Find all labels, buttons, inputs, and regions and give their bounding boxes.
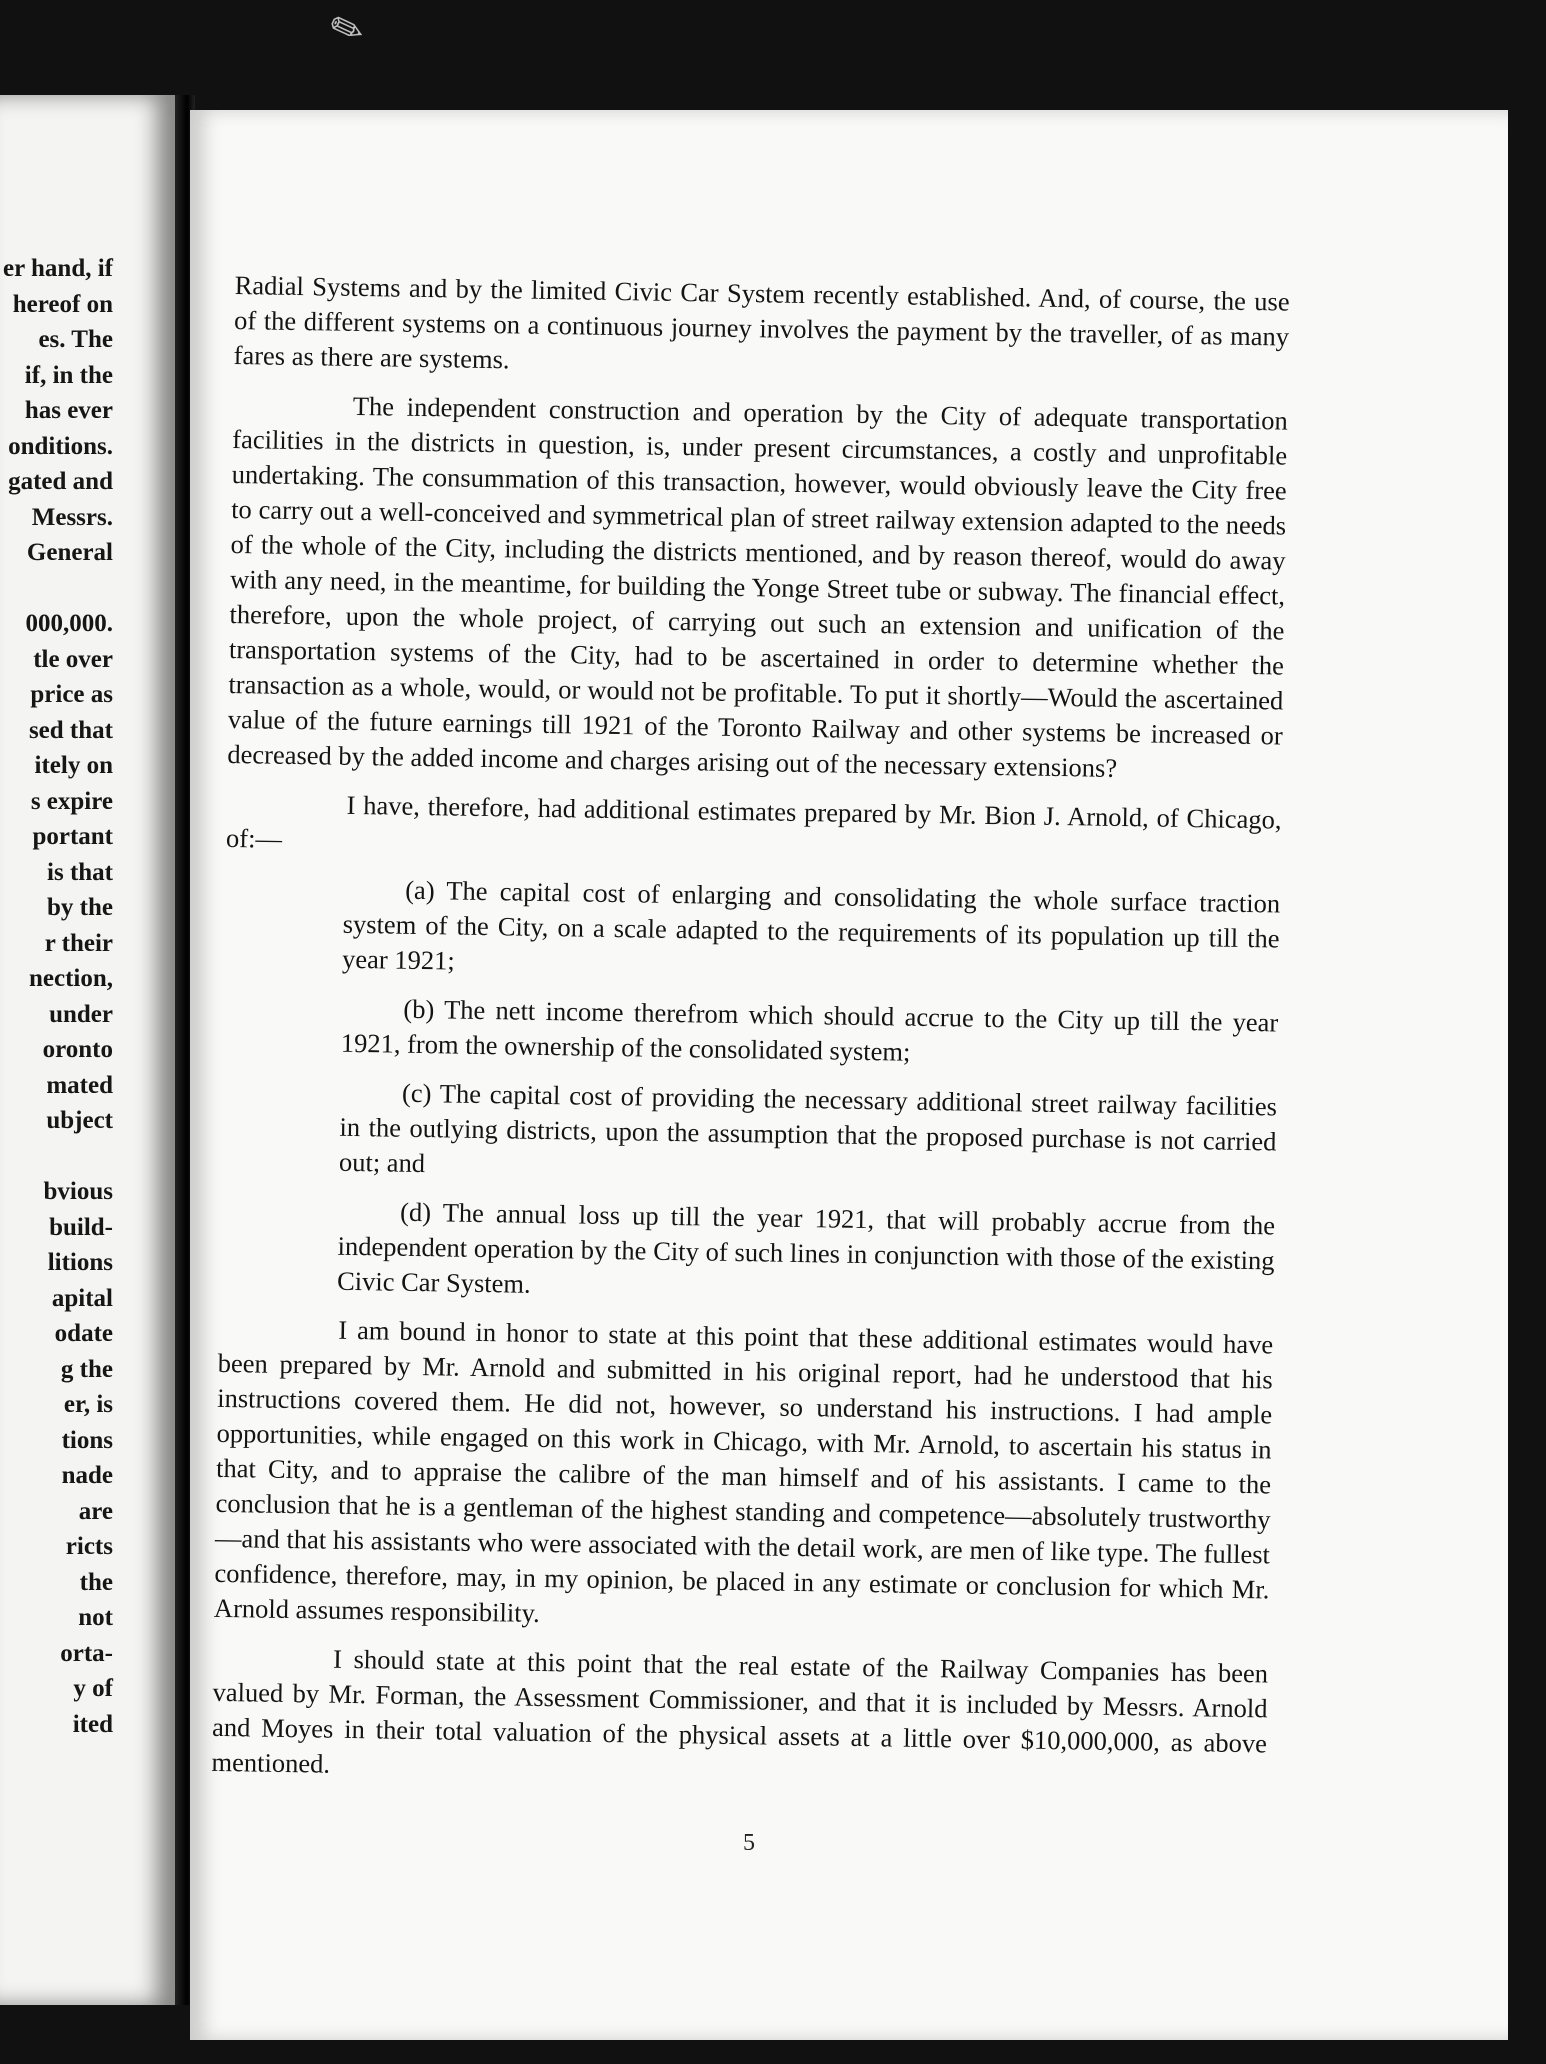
left-page-fragment: gated and: [8, 468, 113, 495]
left-page-fragment: portant: [32, 823, 113, 850]
paragraph-estimates-intro: I have, therefore, had additional estimates prepared by Mr. Bion J. Arnold, of Chicago, of:—: [225, 789, 1282, 854]
left-page-fragment: 000,000.: [25, 610, 113, 637]
left-page-fragment: odate: [54, 1320, 113, 1347]
left-page-fragment: ricts: [65, 1533, 113, 1560]
left-page-fragment: by the: [47, 894, 113, 921]
left-page-fragment: are: [78, 1497, 113, 1525]
left-page-fragment: under: [49, 1000, 113, 1028]
paragraph-honor: I am bound in honor to state at this point that these additional estimates would have been prepared by Mr. Arnold and submitted in his original report, had he understood that his instructions covered them. He did not, however, so understand his instructions. I had ample opportunities, while engaged on this work in Chicago, with Mr. Arnold, to ascertain his status in that City, and to appraise the calibre of the man himself and of his assistants. I came to the conclusion that he is a gentleman of the highest standing and competence—absolutely trustworthy—and that his assistants who were associated with the detail work, are men of like type. The fullest confidence, therefore, may, in my opinion, be placed in any estimate or conclusion for which Mr. Arnold assumes responsibility.: [213, 1314, 1274, 1628]
list-item-d: (d) The annual loss up till the year 1921, that will probably accrue from the independent operation by the City of such lines in conjunction with those of the existing Civic Car System.: [336, 1196, 1276, 1299]
left-page-fragment: g the: [60, 1355, 113, 1383]
left-page-fragment: orta-: [60, 1639, 113, 1667]
left-page-fragment: is that: [47, 858, 113, 886]
left-page-fragment: nection,: [28, 965, 113, 992]
list-item-b: (b) The nett income therefrom which should accrue to the City up till the year 1921, from the ownership of the consolidated system;: [340, 993, 1279, 1067]
left-page-fragment: sed that: [28, 716, 113, 744]
left-page-fragment: r their: [44, 929, 113, 957]
left-page-fragment: itely on: [34, 752, 113, 779]
left-page-fragment: mated: [46, 1071, 113, 1099]
paragraph-construction: The independent construction and operation by the City of adequate transportation facilities in the districts in question, is, under present circumstances, a costly and unprofitable undertaking. The consummation of this transaction, however, would obviously leave the City free to carry out a well-conceived and symmetrical plan of street railway extension adapted to the needs of the whole of the City, including the districts mentioned, and by reason thereof, would do away with any need, in the meantime, for building the Yonge Street tube or subway. The financial effect, therefore, upon the whole project, of carrying out such an extension and unification of the transportation systems of the City, had to be ascertained in order to determine whether the transaction as a whole, would, or would not be profitable. To put it shortly—Would the ascertained value of the future earnings till 1921 of the Toronto Railway and other systems be increased or decreased by the added income and charges arising out of the necessary extensions?: [227, 390, 1288, 783]
left-page-fragment: build-: [49, 1213, 113, 1241]
right-page: [190, 110, 1508, 2040]
left-page-fragment: es. The: [38, 326, 113, 353]
left-page-fragment: s expire: [30, 787, 113, 815]
left-page-fragment: hereof on: [12, 290, 113, 318]
left-page-fragment: y of: [73, 1675, 113, 1702]
list-item-a: (a) The capital cost of enlarging and consolidating the whole surface traction system of the City, on a scale adapted to the requirements of its population up till the year 1921;: [341, 874, 1281, 976]
left-page-fragment: oronto: [42, 1036, 113, 1063]
left-page-fragment: General: [26, 539, 113, 566]
left-page-fragment: nade: [61, 1462, 113, 1489]
left-page-fragment: if, in the: [24, 361, 113, 389]
left-page-fragment: tions: [61, 1426, 113, 1454]
left-page-fragment: has ever: [24, 397, 113, 424]
page-body: [211, 268, 1290, 1810]
left-page-fragment: Messrs.: [31, 503, 113, 531]
list-item-c: (c) The capital cost of providing the necessary additional street railway facilities in the outlying districts, upon the assumption that the proposed purchase is not carried out; and: [338, 1077, 1278, 1179]
left-page-fragment: onditions.: [8, 432, 113, 460]
paragraph-real-estate: I should state at this point that the real estate of the Railway Companies has been valued by Mr. Forman, the Assessment Commissioner, and that it is included by Messrs. Arnold and Moyes in their total valuation of the physical assets at a little over $10,000,000, as above mentioned.: [211, 1643, 1269, 1779]
scan-smudge: ✎: [323, 2, 371, 57]
left-page-fragment: apital: [51, 1284, 113, 1312]
left-page-fragment: ubject: [46, 1107, 113, 1134]
left-page-fragment: er, is: [63, 1391, 113, 1418]
left-page-fragment: er hand, if: [3, 255, 113, 282]
left-page-fragment: price as: [30, 681, 113, 708]
left-page-fragment: litions: [47, 1249, 113, 1276]
page-number: 5: [743, 1830, 755, 1856]
left-page-fragment: the: [79, 1568, 113, 1596]
paragraph-continuation: Radial Systems and by the limited Civic Car System recently established. And, of course, the use of the different systems on a continuous journey involves the payment by the traveller, of as many fares as there are systems.: [233, 269, 1290, 375]
left-page-fragment: bvious: [43, 1178, 113, 1205]
left-page: [0, 95, 175, 2005]
left-page-fragment: ited: [72, 1710, 113, 1738]
left-page-fragment: tle over: [33, 645, 113, 673]
left-page-fragment: not: [78, 1604, 113, 1631]
